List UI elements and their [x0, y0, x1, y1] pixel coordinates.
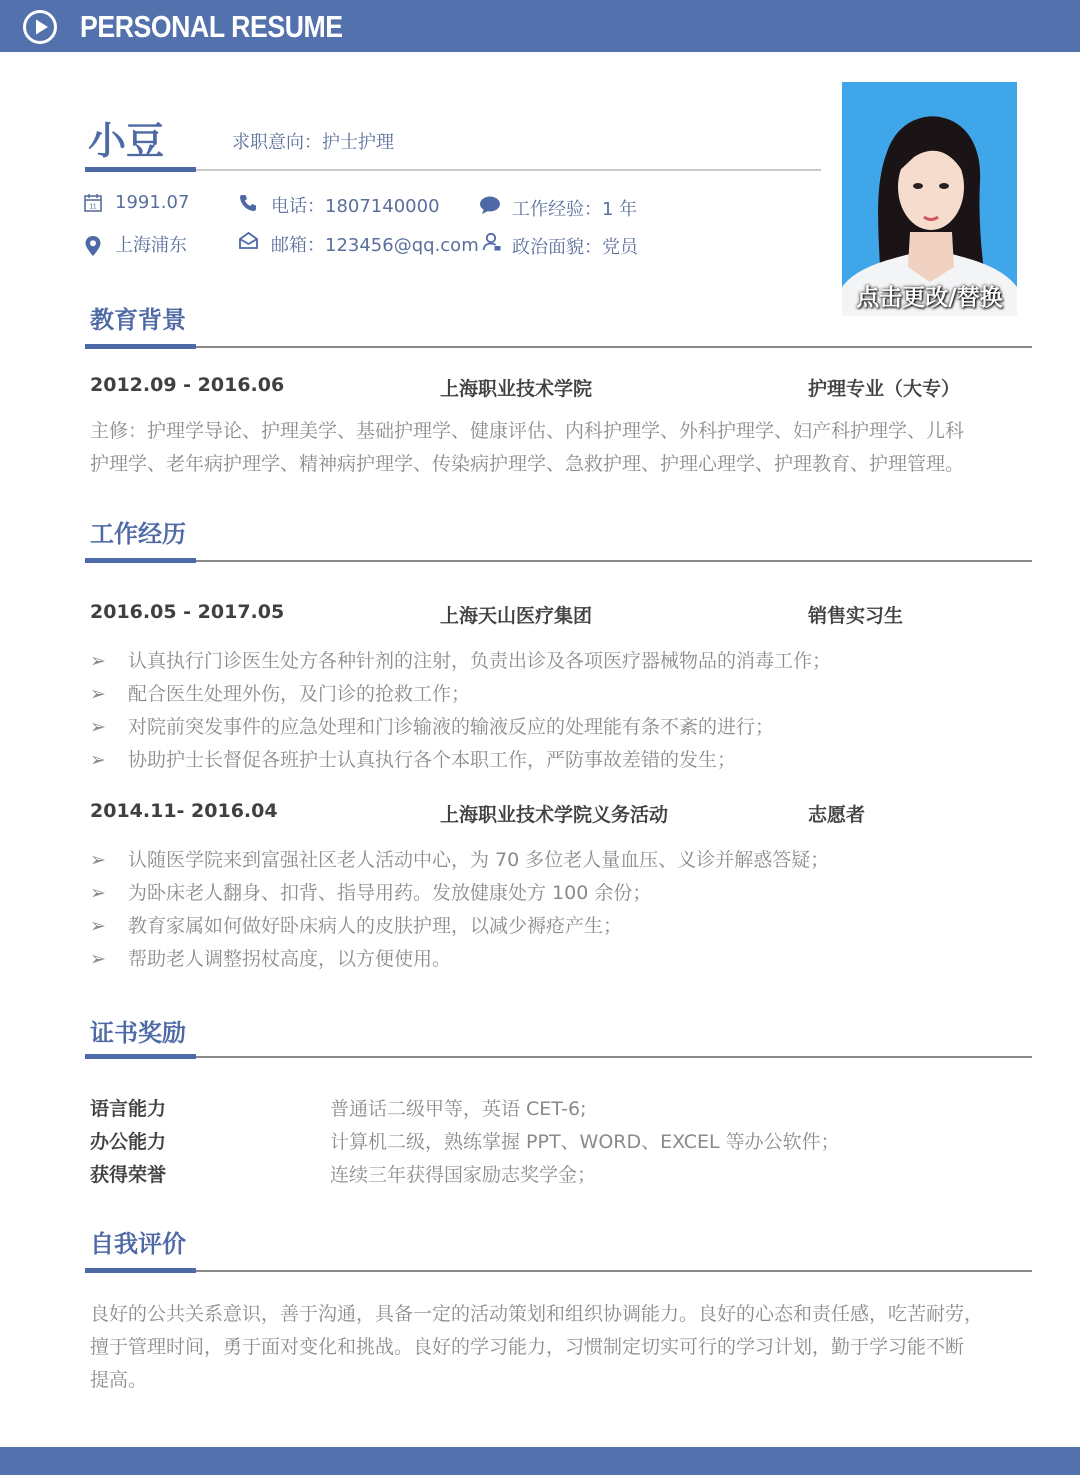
bullet-text: 为卧床老人翻身、扣背、指导用药。发放健康处方 100 余份；	[128, 882, 652, 904]
job-bullet	[90, 679, 470, 706]
job-organization: 上海天山医疗集团	[440, 605, 593, 627]
section-underline	[85, 1268, 196, 1273]
job-intention: 求职意向：护士护理	[232, 132, 394, 153]
arrowhead-icon: ➢	[90, 716, 106, 738]
job-date: 2014.11- 2016.04	[90, 800, 278, 822]
work-experience: 工作经验：1 年	[512, 199, 638, 220]
job-bullet	[90, 712, 774, 739]
name-underline	[85, 167, 196, 172]
section-divider	[196, 1056, 1032, 1058]
education-date: 2012.09 - 2016.06	[90, 374, 285, 396]
arrowhead-icon: ➢	[90, 849, 106, 871]
bullet-text: 配合医生处理外伤，及门诊的抢救工作；	[128, 683, 471, 705]
section-divider	[196, 346, 1032, 348]
certificate-label: 语言能力	[90, 1098, 167, 1120]
arrowhead-icon: ➢	[90, 650, 106, 672]
section-divider	[196, 1270, 1032, 1272]
certificate-label: 办公能力	[90, 1131, 167, 1153]
job-bullet	[90, 911, 622, 938]
header-bar	[0, 0, 1080, 52]
job-bullet	[90, 845, 829, 872]
arrowhead-icon: ➢	[90, 915, 106, 937]
job-bullet	[90, 944, 451, 971]
arrowhead-icon: ➢	[90, 882, 106, 904]
section-title-education: 教育背景	[90, 306, 186, 334]
arrowhead-icon: ➢	[90, 749, 106, 771]
header-title: PERSONAL RESUME	[80, 9, 343, 44]
arrowhead-icon: ➢	[90, 683, 106, 705]
svg-text:11: 11	[89, 203, 97, 211]
footer-bar	[0, 1447, 1080, 1475]
profile-photo[interactable]	[842, 82, 1017, 316]
section-title-certificates: 证书奖励	[90, 1019, 186, 1047]
birth-date: 1991.07	[115, 192, 190, 213]
play-circle-icon	[22, 9, 58, 45]
job-bullet	[90, 878, 651, 905]
location-pin-icon	[84, 235, 102, 257]
job-organization: 上海职业技术学院义务活动	[440, 804, 669, 826]
bullet-text: 教育家属如何做好卧床病人的皮肤护理，以减少褥疮产生；	[128, 915, 623, 937]
self-evaluation-line: 良好的公共关系意识，善于沟通，具备一定的活动策划和组织协调能力。良好的心态和责任感，吃苦耐劳，	[90, 1303, 984, 1325]
certificate-label: 获得荣誉	[90, 1164, 167, 1186]
education-courses-line: 护理学、老年病护理学、精神病护理学、传染病护理学、急救护理、护理心理学、护理教育、护理管理。	[90, 453, 965, 475]
job-role: 销售实习生	[808, 605, 904, 627]
section-divider	[196, 560, 1032, 562]
self-evaluation-line: 擅于管理时间，勇于面对变化和挑战。良好的学习能力，习惯制定切实可行的学习计划，勤于学习能不断	[90, 1336, 965, 1358]
name-divider	[196, 169, 821, 171]
section-underline	[85, 1054, 196, 1059]
bullet-text: 对院前突发事件的应急处理和门诊输液的输液反应的处理能有条不紊的进行；	[128, 716, 775, 738]
education-major: 护理专业（大专）	[808, 378, 961, 400]
email: 邮箱：123456@qq.com	[271, 235, 479, 256]
phone-icon	[238, 193, 258, 213]
certificate-value: 普通话二级甲等，英语 CET-6;	[330, 1098, 587, 1120]
person-icon	[482, 232, 502, 252]
job-role: 志愿者	[808, 804, 866, 826]
self-evaluation-line: 提高。	[90, 1369, 148, 1391]
section-title-work: 工作经历	[90, 520, 186, 548]
section-underline	[85, 558, 196, 563]
job-bullet	[90, 646, 831, 673]
photo-change-label[interactable]: 点击更改/替换	[856, 285, 1003, 311]
bullet-text: 协助护士长督促各班护士认真执行各个本职工作，严防事故差错的发生；	[128, 749, 737, 771]
section-underline	[85, 344, 196, 349]
political-status: 政治面貌：党员	[512, 237, 638, 258]
education-school: 上海职业技术学院	[440, 378, 593, 400]
job-date: 2016.05 - 2017.05	[90, 601, 285, 623]
certificate-value: 计算机二级，熟练掌握 PPT、WORD、EXCEL 等办公软件；	[330, 1131, 840, 1153]
location: 上海浦东	[115, 235, 187, 256]
bullet-text: 帮助老人调整拐杖高度，以方便使用。	[128, 948, 452, 970]
education-courses-line: 主修：护理学导论、护理美学、基础护理学、健康评估、内科护理学、外科护理学、妇产科护理学、儿科	[90, 420, 965, 442]
bullet-text: 认真执行门诊医生处方各种针剂的注射，负责出诊及各项医疗器械物品的消毒工作；	[128, 650, 832, 672]
phone: 电话：1807140000	[271, 196, 440, 217]
envelope-icon	[238, 231, 259, 250]
job-bullet	[90, 745, 736, 772]
chat-bubble-icon	[479, 195, 501, 215]
candidate-name: 小豆	[88, 119, 165, 163]
section-title-self-evaluation: 自我评价	[90, 1230, 186, 1258]
arrowhead-icon: ➢	[90, 948, 106, 970]
certificate-value: 连续三年获得国家励志奖学金；	[330, 1164, 597, 1186]
bullet-text: 认随医学院来到富强社区老人活动中心，为 70 多位老人量血压、义诊并解惑答疑；	[128, 849, 830, 871]
calendar-icon	[83, 193, 103, 213]
